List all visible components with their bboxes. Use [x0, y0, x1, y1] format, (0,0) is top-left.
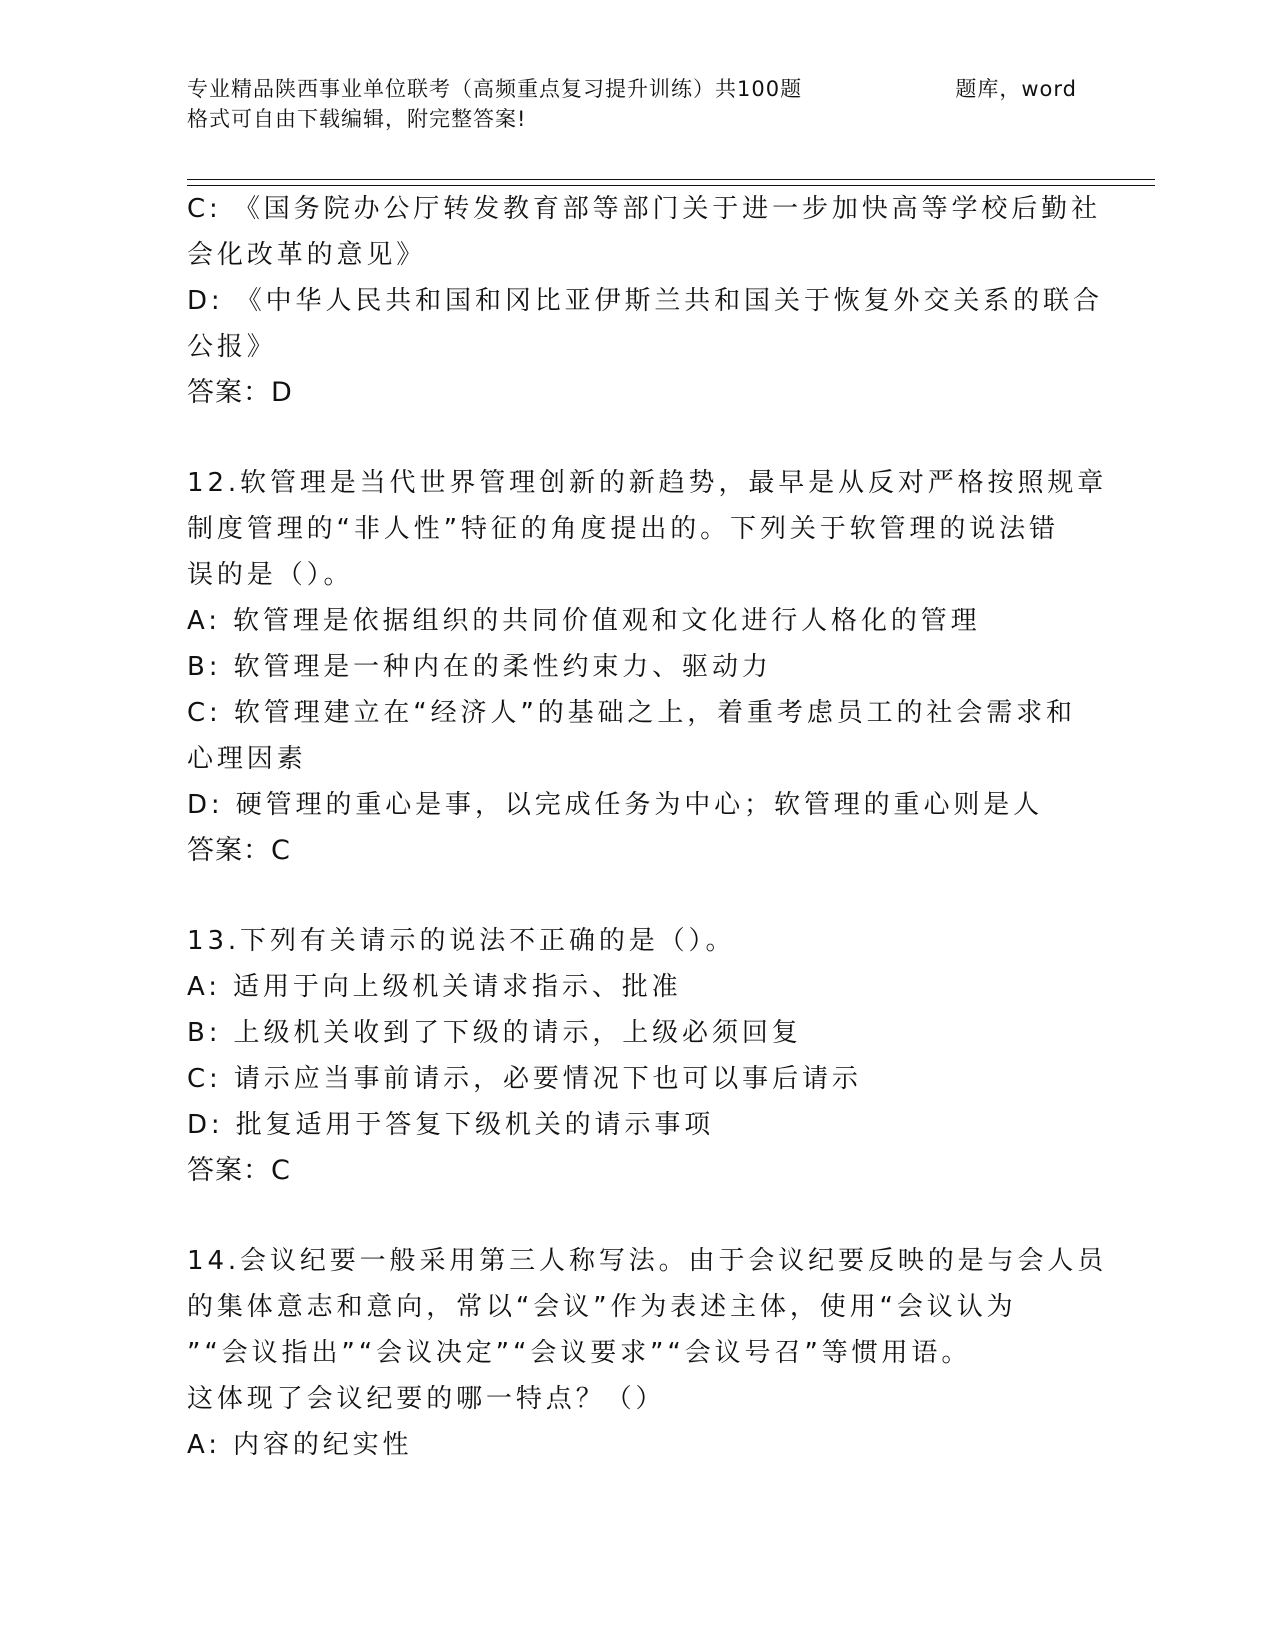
header-line-1 — [187, 74, 1077, 104]
option-c-line: C: 请示应当事前请示，必要情况下也可以事后请示 — [187, 1064, 862, 1094]
question-gap — [187, 1194, 1087, 1238]
header-line-2: 格式可自由下载编辑，附完整答案! — [187, 107, 527, 131]
page-header — [187, 74, 1087, 134]
question-stem-line: 14.会议纪要一般采用第三人称写法。由于会议纪要反映的是与会人员 — [187, 1246, 1108, 1276]
answer-line: 答案：D — [187, 377, 293, 408]
answer-line: 答案：C — [187, 835, 291, 866]
option-c-line: C: 《国务院办公厅转发教育部等部门关于进一步加快高等学校后勤社 — [187, 194, 1101, 224]
option-d-line: D: 批复适用于答复下级机关的请示事项 — [187, 1110, 715, 1140]
option-b-line: B: 上级机关收到了下级的请示，上级必须回复 — [187, 1018, 802, 1048]
option-c-line-cont: 会化改革的意见》 — [187, 240, 427, 270]
question-stem-line: 13.下列有关请示的说法不正确的是（）。 — [187, 926, 736, 956]
question-content — [187, 186, 1108, 1468]
option-a-line: A: 适用于向上级机关请求指示、批准 — [187, 972, 682, 1002]
header-title: 专业精品陕西事业单位联考（高频重点复习提升训练）共100题 — [187, 77, 803, 101]
option-d-line: D: 《中华人民共和国和冈比亚伊斯兰共和国关于恢复外交关系的联合 — [187, 286, 1103, 316]
option-d-line: D: 硬管理的重心是事，以完成任务为中心；软管理的重心则是人 — [187, 790, 1044, 820]
question-stem-line: 的集体意志和意向，常以“会议”作为表述主体，使用“会议认为 — [187, 1292, 1017, 1322]
question-14 — [187, 1238, 1108, 1468]
header-rule-top — [187, 179, 1155, 180]
answer-line: 答案：C — [187, 1155, 291, 1186]
question-stem-line: 这体现了会议纪要的哪一特点？（） — [187, 1384, 666, 1414]
option-d-line-cont: 公报》 — [187, 332, 277, 362]
question-12 — [187, 460, 1108, 874]
question-gap — [187, 416, 1087, 460]
option-c-line: C: 软管理建立在“经济人”的基础之上，着重考虑员工的社会需求和 — [187, 698, 1076, 728]
option-b-line: B: 软管理是一种内在的柔性约束力、驱动力 — [187, 652, 772, 682]
option-a-line: A: 软管理是依据组织的共同价值观和文化进行人格化的管理 — [187, 606, 981, 636]
question-stem-line: 制度管理的“非人性”特征的角度提出的。下列关于软管理的说法错 — [187, 514, 1059, 544]
question-stem-line: ”“会议指出”“会议决定”“会议要求”“会议号召”等惯用语。 — [187, 1338, 972, 1368]
question-11-tail — [187, 186, 1103, 416]
question-13 — [187, 918, 1087, 1194]
header-format-note: 题库，word — [955, 77, 1077, 101]
option-a-line: A: 内容的纪实性 — [187, 1430, 413, 1460]
question-stem-line: 12.软管理是当代世界管理创新的新趋势，最早是从反对严格按照规章 — [187, 468, 1108, 498]
question-stem-line: 误的是（）。 — [187, 560, 354, 590]
question-gap — [187, 874, 1087, 918]
option-c-line-cont: 心理因素 — [187, 744, 307, 774]
